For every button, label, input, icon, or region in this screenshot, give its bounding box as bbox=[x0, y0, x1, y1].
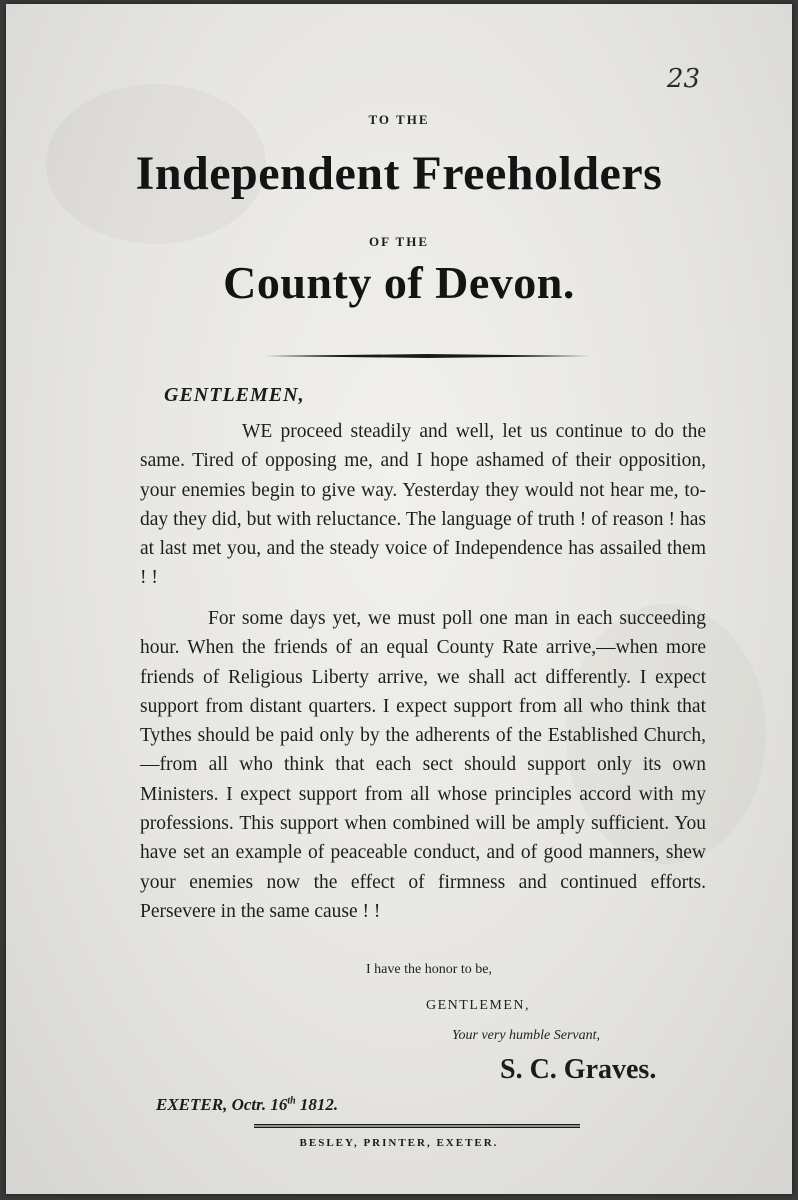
page-number: 23 bbox=[666, 64, 700, 94]
dateline-place: EXETER, bbox=[156, 1095, 228, 1114]
of-the-caption: OF THE bbox=[368, 234, 430, 249]
signature: S. C. Graves. bbox=[500, 1054, 657, 1085]
printer-imprint: BESLEY, PRINTER, EXETER. bbox=[299, 1137, 499, 1149]
paragraph-two: For some days yet, we must poll one man in each succeeding hour. When the friends of an equal County Rate arrive,—when more friends of Religious Liberty arrive, we shall act differently. I expect support from distant quarters. I expect support from all who think that Tythes should be paid only by the adherents of the Established Church,—from all who think that each sect should support only its own Ministers. I expect support from all whose principles accord with my professions. This support when combined will be amply sufficient. You have set an example of peaceable conduct, and of good manners, shew your enemies now the effect of firmness and continued efforts. Persevere in the same cause ! ! bbox=[140, 608, 706, 922]
headline-county: County of Devon. bbox=[223, 257, 575, 308]
broadside-sheet bbox=[6, 4, 792, 1194]
dateline-suffix: th bbox=[287, 1095, 296, 1107]
dateline bbox=[156, 1095, 338, 1115]
footer-rule bbox=[254, 1124, 580, 1128]
salutation: GENTLEMEN, bbox=[164, 384, 305, 406]
paragraph-one: WE proceed steadily and well, let us continue to do the same. Tired of opposing me, and I hope ashamed of their opposition, your enemies begin to give way. Yesterday they would not hear me, to-day they did, but with reluctance. The language of truth ! of reason ! has at last met you, and the steady voice of Independence has assailed them ! ! bbox=[140, 421, 706, 589]
dateline-month: Octr. 16 bbox=[231, 1095, 288, 1114]
closing-gentlemen: GENTLEMEN, bbox=[426, 998, 531, 1013]
ornamental-rule bbox=[264, 354, 590, 358]
closing-honor: I have the honor to be, bbox=[366, 962, 492, 977]
to-the-caption: TO THE bbox=[368, 112, 430, 127]
headline-freeholders: Independent Freeholders bbox=[135, 147, 663, 200]
closing-servant: Your very humble Servant, bbox=[452, 1028, 601, 1043]
dateline-year: 1812. bbox=[299, 1095, 339, 1114]
